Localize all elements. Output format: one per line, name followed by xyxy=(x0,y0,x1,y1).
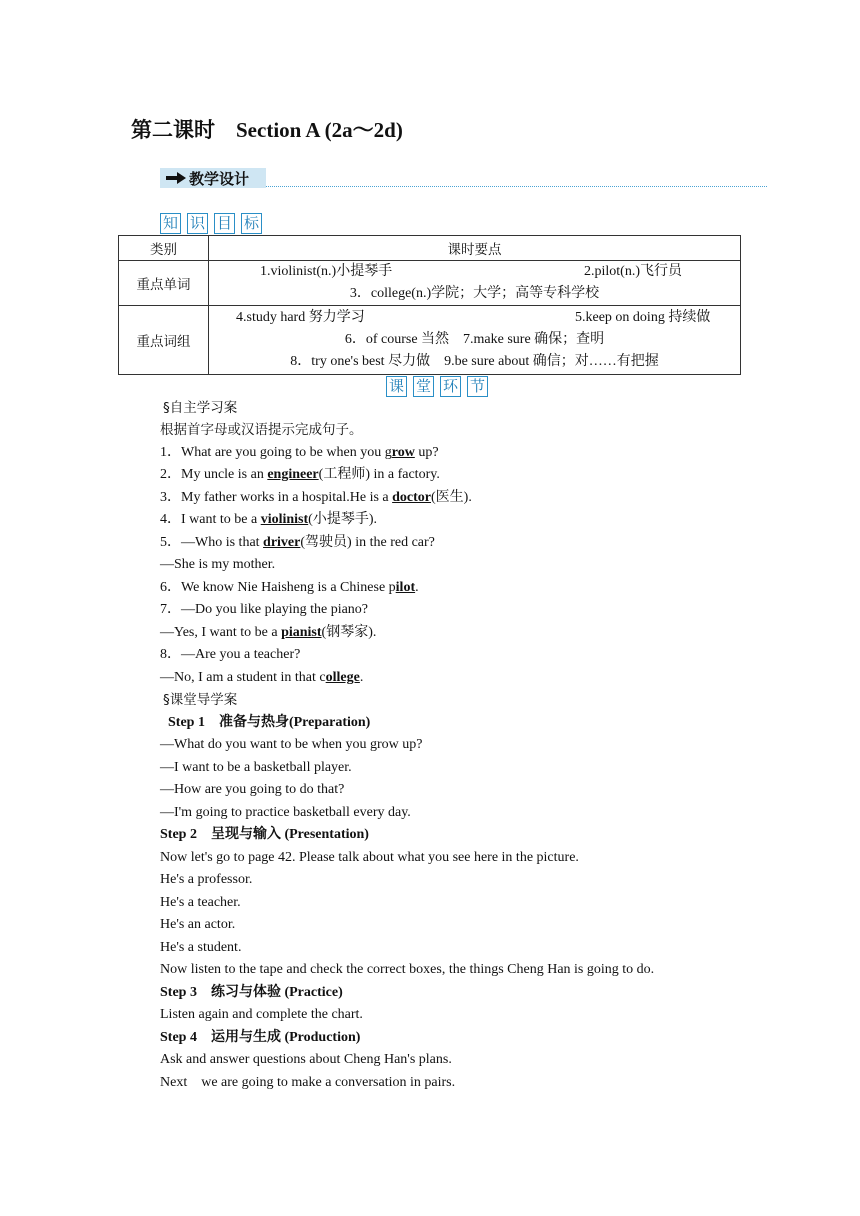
step-line: He's a student. xyxy=(160,940,242,955)
boxed-char: 堂 xyxy=(413,376,434,397)
arrow-right-icon xyxy=(165,171,187,185)
step-heading: Step 1 准备与热身(Preparation) xyxy=(168,715,371,730)
step-line: He's a professor. xyxy=(160,872,253,887)
step-line: He's an actor. xyxy=(160,917,236,932)
class-section-label xyxy=(386,376,488,397)
knowledge-table xyxy=(118,235,741,375)
boxed-char: 目 xyxy=(214,213,235,234)
table-header-row xyxy=(119,236,741,261)
boxed-char: 课 xyxy=(386,376,407,397)
table-item: 2.pilot(n.)飞行员 xyxy=(584,264,682,279)
table-row xyxy=(119,261,741,306)
self-study-heading: §自主学习案 xyxy=(163,400,238,416)
exercise-item: 8．—Are you a teacher? xyxy=(160,647,301,662)
banner-divider xyxy=(266,186,767,187)
step-line: —What do you want to be when you grow up? xyxy=(160,737,423,752)
exercise-item: 5．—Who is that driver(驾驶员) in the red car? xyxy=(160,535,435,550)
answer: driver xyxy=(263,535,301,550)
boxed-char: 知 xyxy=(160,213,181,234)
answer: doctor xyxy=(392,490,432,505)
exercise-item: —Yes, I want to be a pianist(钢琴家). xyxy=(160,625,377,640)
boxed-char: 识 xyxy=(187,213,208,234)
step-line: —I'm going to practice basketball every day. xyxy=(160,805,411,820)
step-line: —I want to be a basketball player. xyxy=(160,760,352,775)
table-row xyxy=(119,306,741,375)
answer: ilot xyxy=(395,580,416,595)
exercise-item: 2．My uncle is an engineer(工程师) in a factory. xyxy=(160,467,440,482)
knowledge-goal-label xyxy=(160,213,262,234)
boxed-char: 环 xyxy=(440,376,461,397)
step-heading: Step 3 练习与体验 (Practice) xyxy=(160,985,343,1000)
answer: pianist xyxy=(281,625,322,640)
table-header-points: 课时要点 xyxy=(209,236,741,261)
answer: engineer xyxy=(267,467,319,482)
table-item: 4.study hard 努力学习 xyxy=(236,310,365,325)
row-category: 重点单词 xyxy=(119,261,209,306)
self-study-instruction: 根据首字母或汉语提示完成句子。 xyxy=(160,422,363,438)
exercise-item: 7．—Do you like playing the piano? xyxy=(160,602,369,617)
page-title: 第二课时 Section A (2a～2d) xyxy=(131,118,403,142)
step-line: Ask and answer questions about Cheng Han's plans. xyxy=(160,1052,452,1067)
answer: violinist xyxy=(260,512,309,527)
exercise-item: —She is my mother. xyxy=(160,557,276,572)
banner-label: 教学设计 xyxy=(189,169,250,188)
table-item: 8．try one's best 尽力做 9.be sure about 确信；对……有把握 xyxy=(290,354,659,369)
exercise-item: 1．What are you going to be when you grow up? xyxy=(160,445,439,460)
section-banner xyxy=(160,168,767,190)
table-header-category: 类别 xyxy=(119,236,209,261)
step-line: He's a teacher. xyxy=(160,895,241,910)
row-items xyxy=(209,306,741,375)
step-line: Listen again and complete the chart. xyxy=(160,1007,363,1022)
table-item: 1.violinist(n.)小提琴手 xyxy=(260,264,393,279)
boxed-char: 标 xyxy=(241,213,262,234)
answer: ollege xyxy=(325,670,360,685)
step-line: Now listen to the tape and check the correct boxes, the things Cheng Han is going to do. xyxy=(160,962,655,977)
exercise-item: 4．I want to be a violinist(小提琴手). xyxy=(160,512,377,527)
table-item: 6．of course 当然 7.make sure 确保；查明 xyxy=(344,332,605,347)
banner-tag xyxy=(160,168,266,188)
step-line: Now let's go to page 42. Please talk about what you see here in the picture. xyxy=(160,850,579,865)
answer: row xyxy=(391,445,415,460)
row-items xyxy=(209,261,741,306)
step-line: Next we are going to make a conversation in pairs. xyxy=(160,1075,456,1090)
row-category: 重点词组 xyxy=(119,306,209,375)
table-item: 3．college(n.)学院；大学；高等专科学校 xyxy=(349,286,600,301)
guide-heading: §课堂导学案 xyxy=(163,692,238,708)
exercise-item: 3．My father works in a hospital.He is a doctor(医生). xyxy=(160,490,472,505)
exercise-item: 6．We know Nie Haisheng is a Chinese pilot. xyxy=(160,580,419,595)
boxed-char: 节 xyxy=(467,376,488,397)
table-item: 5.keep on doing 持续做 xyxy=(575,310,711,325)
step-line: —How are you going to do that? xyxy=(160,782,345,797)
step-heading: Step 4 运用与生成 (Production) xyxy=(160,1030,361,1045)
exercise-item: —No, I am a student in that college. xyxy=(160,670,364,685)
step-heading: Step 2 呈现与输入 (Presentation) xyxy=(160,827,369,842)
